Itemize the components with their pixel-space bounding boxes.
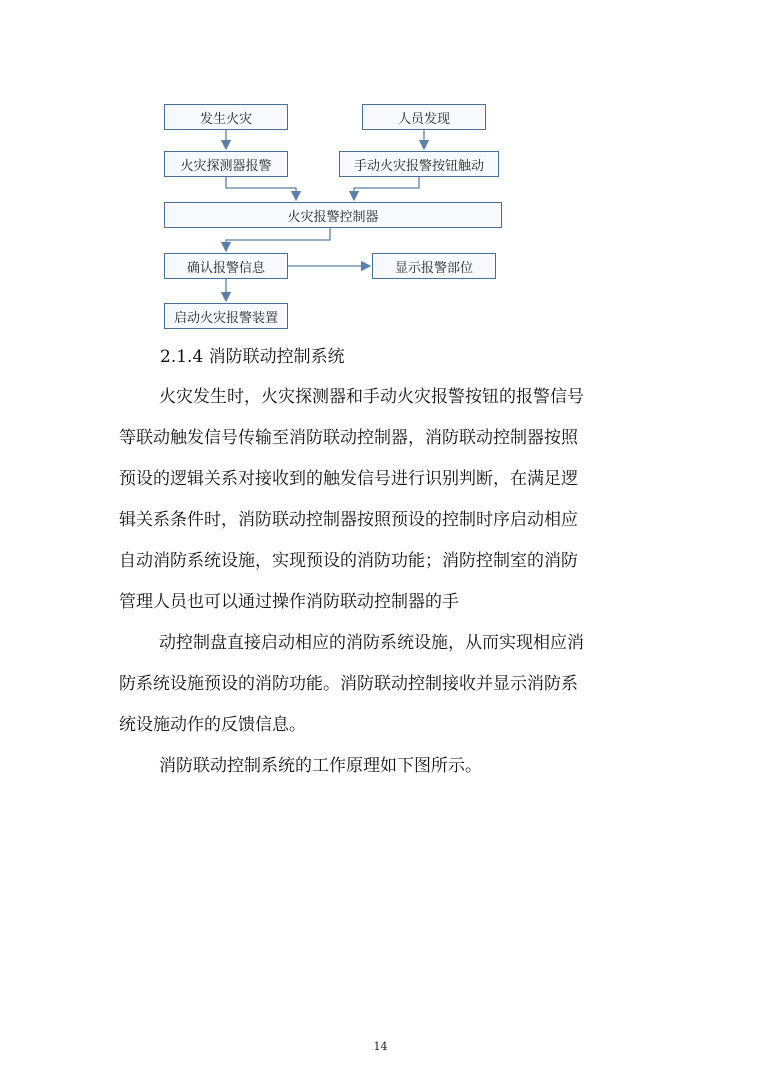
flow-node-manual-button: 手动火灾报警按钮触动 [339,151,499,177]
section-heading: 2.1.4 消防联动控制系统 [160,347,345,367]
fire-alarm-flowchart [0,0,761,340]
arrow-detector-to-controller [226,177,296,200]
flow-node-start-device: 启动火灾报警装置 [164,303,288,329]
paragraph-line: 等联动触发信号传输至消防联动控制器，消防联动控制器按照 [119,428,578,448]
page-number: 14 [373,1040,388,1053]
paragraph-2 [119,631,649,754]
paragraph-1 [119,385,649,631]
flow-node-fire-occurs: 发生火灾 [164,104,288,130]
flow-node-person-discovers: 人员发现 [362,104,486,130]
flow-node-alarm-controller: 火灾报警控制器 [164,202,502,228]
arrow-controller-to-confirm [226,228,330,251]
paragraph-line: 统设施动作的反馈信息。 [119,715,306,735]
flow-node-detector-alarm: 火灾探测器报警 [164,151,288,177]
paragraph-line: 自动消防系统设施，实现预设的消防功能；消防控制室的消防 [119,551,578,571]
paragraph-line: 防系统设施预设的消防功能。消防联动控制接收并显示消防系 [119,674,578,694]
flow-node-confirm-alarm: 确认报警信息 [164,253,288,279]
paragraph-line: 动控制盘直接启动相应的消防系统设施，从而实现相应消 [159,633,584,653]
paragraph-line: 消防联动控制系统的工作原理如下图所示。 [159,756,482,776]
paragraph-3 [119,754,649,795]
flow-node-display-location: 显示报警部位 [372,253,496,279]
arrow-manual-to-controller [354,177,419,200]
paragraph-line: 辑关系条件时，消防联动控制器按照预设的控制时序启动相应 [119,510,578,530]
paragraph-line: 火灾发生时，火灾探测器和手动火灾报警按钮的报警信号 [159,387,584,407]
paragraph-line: 管理人员也可以通过操作消防联动控制器的手 [119,592,459,612]
paragraph-line: 预设的逻辑关系对接收到的触发信号进行识别判断，在满足逻 [119,469,578,489]
